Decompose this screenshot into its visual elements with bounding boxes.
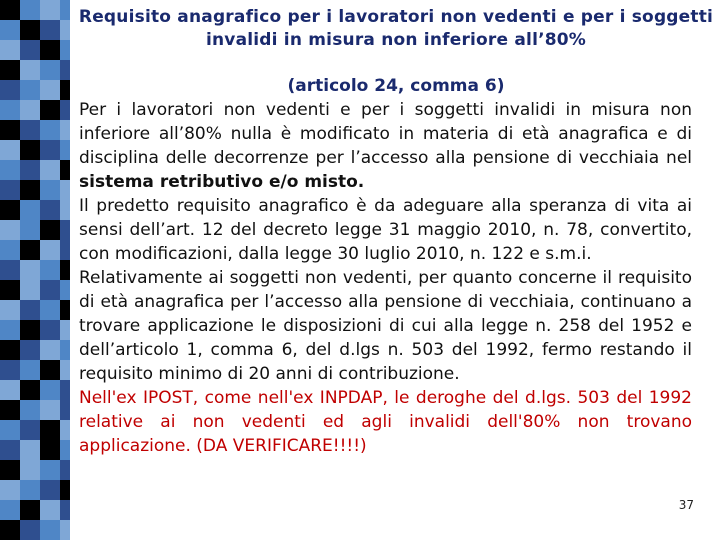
mosaic-tile (20, 420, 40, 440)
mosaic-row (0, 280, 70, 300)
mosaic-tile (20, 260, 40, 280)
mosaic-tile (40, 320, 60, 340)
paragraph-2: Il predetto requisito anagrafico è da adeguare alla speranza di vita ai sensi dell’art. 12 del decreto legge 31 maggio 2010, n. 78, convertito, con modificazioni, dalla legge 30 luglio 2010, n. 122 e s.m.i. (79, 196, 692, 264)
mosaic-tile (20, 500, 40, 520)
mosaic-row (0, 500, 70, 520)
mosaic-tile (0, 80, 20, 100)
mosaic-tile (40, 0, 60, 20)
mosaic-tile (40, 20, 60, 40)
slide-subtitle: (articolo 24, comma 6) (287, 76, 505, 96)
mosaic-tile (40, 500, 60, 520)
mosaic-row (0, 400, 70, 420)
mosaic-tile (20, 320, 40, 340)
mosaic-tile (40, 40, 60, 60)
mosaic-tile (60, 20, 70, 40)
mosaic-tile (60, 400, 70, 420)
paragraph-4-highlight: Nell'ex IPOST, come nell'ex INPDAP, le deroghe del d.lgs. 503 del 1992 relative ai non vedenti ed agli invalidi dell'80% non trovano applicazione. (DA VERIFICARE!!!!) (79, 388, 692, 456)
mosaic-row (0, 320, 70, 340)
mosaic-tile (60, 220, 70, 240)
mosaic-tile (0, 20, 20, 40)
mosaic-tile (20, 160, 40, 180)
mosaic-tile (20, 300, 40, 320)
slide-title: Requisito anagrafico per i lavoratori non vedenti e per i soggetti invalidi in misura non inferiore all’80% (78, 7, 714, 50)
mosaic-row (0, 460, 70, 480)
mosaic-tile (0, 240, 20, 260)
mosaic-tile (20, 100, 40, 120)
mosaic-tile (40, 140, 60, 160)
mosaic-tile (20, 40, 40, 60)
mosaic-tile (0, 220, 20, 240)
mosaic-tile (0, 480, 20, 500)
mosaic-tile (40, 520, 60, 540)
paragraph-1 (79, 98, 692, 194)
mosaic-tile (60, 320, 70, 340)
mosaic-tile (0, 40, 20, 60)
mosaic-tile (0, 140, 20, 160)
mosaic-tile (20, 340, 40, 360)
paragraph-3: Relativamente ai soggetti non vedenti, per quanto concerne il requisito di età anagrafica per l’accesso alla pensione di vecchiaia, continuano a trovare applicazione le disposizioni di cui alla legge n. 258 del 1952 e dell’articolo 1, comma 6, del d.lgs n. 503 del 1992, fermo restando il requisito minimo di 20 anni di contribuzione. (79, 268, 692, 384)
page-number: 37 (678, 498, 694, 512)
mosaic-tile (0, 380, 20, 400)
decorative-mosaic-strip (0, 0, 70, 540)
mosaic-tile (40, 400, 60, 420)
mosaic-tile (60, 240, 70, 260)
mosaic-tile (20, 20, 40, 40)
mosaic-tile (40, 260, 60, 280)
mosaic-tile (60, 440, 70, 460)
mosaic-tile (20, 460, 40, 480)
mosaic-tile (20, 180, 40, 200)
mosaic-row (0, 300, 70, 320)
mosaic-tile (0, 200, 20, 220)
mosaic-tile (0, 120, 20, 140)
mosaic-tile (40, 420, 60, 440)
mosaic-tile (20, 240, 40, 260)
mosaic-tile (60, 120, 70, 140)
mosaic-tile (60, 180, 70, 200)
mosaic-row (0, 240, 70, 260)
mosaic-tile (0, 500, 20, 520)
mosaic-tile (40, 120, 60, 140)
mosaic-row (0, 440, 70, 460)
mosaic-tile (0, 280, 20, 300)
mosaic-tile (0, 260, 20, 280)
mosaic-tile (0, 0, 20, 20)
mosaic-tile (20, 140, 40, 160)
mosaic-tile (40, 240, 60, 260)
mosaic-row (0, 40, 70, 60)
mosaic-tile (20, 60, 40, 80)
mosaic-tile (0, 360, 20, 380)
mosaic-row (0, 180, 70, 200)
mosaic-tile (60, 40, 70, 60)
mosaic-tile (40, 360, 60, 380)
mosaic-tile (60, 360, 70, 380)
mosaic-row (0, 360, 70, 380)
mosaic-tile (20, 380, 40, 400)
mosaic-tile (60, 300, 70, 320)
mosaic-row (0, 260, 70, 280)
mosaic-row (0, 60, 70, 80)
mosaic-tile (40, 160, 60, 180)
mosaic-tile (20, 220, 40, 240)
mosaic-tile (20, 440, 40, 460)
mosaic-row (0, 480, 70, 500)
mosaic-tile (60, 340, 70, 360)
mosaic-tile (20, 360, 40, 380)
mosaic-row (0, 80, 70, 100)
mosaic-tile (40, 180, 60, 200)
mosaic-tile (60, 260, 70, 280)
mosaic-row (0, 420, 70, 440)
mosaic-tile (0, 420, 20, 440)
mosaic-tile (60, 80, 70, 100)
mosaic-row (0, 20, 70, 40)
mosaic-tile (20, 80, 40, 100)
mosaic-tile (40, 340, 60, 360)
mosaic-row (0, 340, 70, 360)
mosaic-tile (20, 480, 40, 500)
mosaic-tile (60, 460, 70, 480)
mosaic-tile (40, 480, 60, 500)
mosaic-row (0, 220, 70, 240)
mosaic-tile (60, 280, 70, 300)
mosaic-tile (0, 60, 20, 80)
mosaic-tile (40, 80, 60, 100)
mosaic-row (0, 520, 70, 540)
mosaic-tile (40, 100, 60, 120)
mosaic-row (0, 380, 70, 400)
mosaic-tile (20, 0, 40, 20)
mosaic-row (0, 200, 70, 220)
mosaic-tile (20, 400, 40, 420)
mosaic-tile (0, 400, 20, 420)
mosaic-tile (40, 440, 60, 460)
mosaic-tile (0, 100, 20, 120)
mosaic-tile (0, 440, 20, 460)
mosaic-tile (60, 60, 70, 80)
mosaic-tile (60, 200, 70, 220)
mosaic-tile (20, 520, 40, 540)
mosaic-tile (60, 420, 70, 440)
mosaic-tile (40, 380, 60, 400)
mosaic-tile (40, 300, 60, 320)
paragraph-1-bold: sistema retributivo e/o misto. (79, 172, 365, 192)
mosaic-tile (60, 480, 70, 500)
mosaic-tile (60, 520, 70, 540)
mosaic-tile (0, 520, 20, 540)
paragraph-1-text: Per i lavoratori non vedenti e per i soggetti invalidi in misura non inferiore all’80% nulla è modificato in materia di età anagrafica e di disciplina delle decorrenze per l’accesso alla pensione di vecchiaia nel (79, 100, 692, 168)
mosaic-tile (60, 160, 70, 180)
mosaic-row (0, 120, 70, 140)
mosaic-row (0, 140, 70, 160)
mosaic-tile (60, 0, 70, 20)
slide-body (79, 98, 692, 458)
mosaic-tile (60, 380, 70, 400)
mosaic-row (0, 0, 70, 20)
mosaic-tile (0, 340, 20, 360)
mosaic-tile (20, 120, 40, 140)
mosaic-tile (0, 320, 20, 340)
mosaic-tile (20, 200, 40, 220)
mosaic-row (0, 100, 70, 120)
mosaic-tile (40, 460, 60, 480)
mosaic-tile (40, 280, 60, 300)
mosaic-tile (40, 60, 60, 80)
mosaic-row (0, 160, 70, 180)
mosaic-tile (40, 220, 60, 240)
mosaic-tile (60, 500, 70, 520)
mosaic-tile (40, 200, 60, 220)
mosaic-tile (0, 160, 20, 180)
mosaic-tile (0, 180, 20, 200)
mosaic-tile (0, 300, 20, 320)
mosaic-tile (60, 140, 70, 160)
mosaic-tile (60, 100, 70, 120)
mosaic-tile (0, 460, 20, 480)
mosaic-tile (20, 280, 40, 300)
